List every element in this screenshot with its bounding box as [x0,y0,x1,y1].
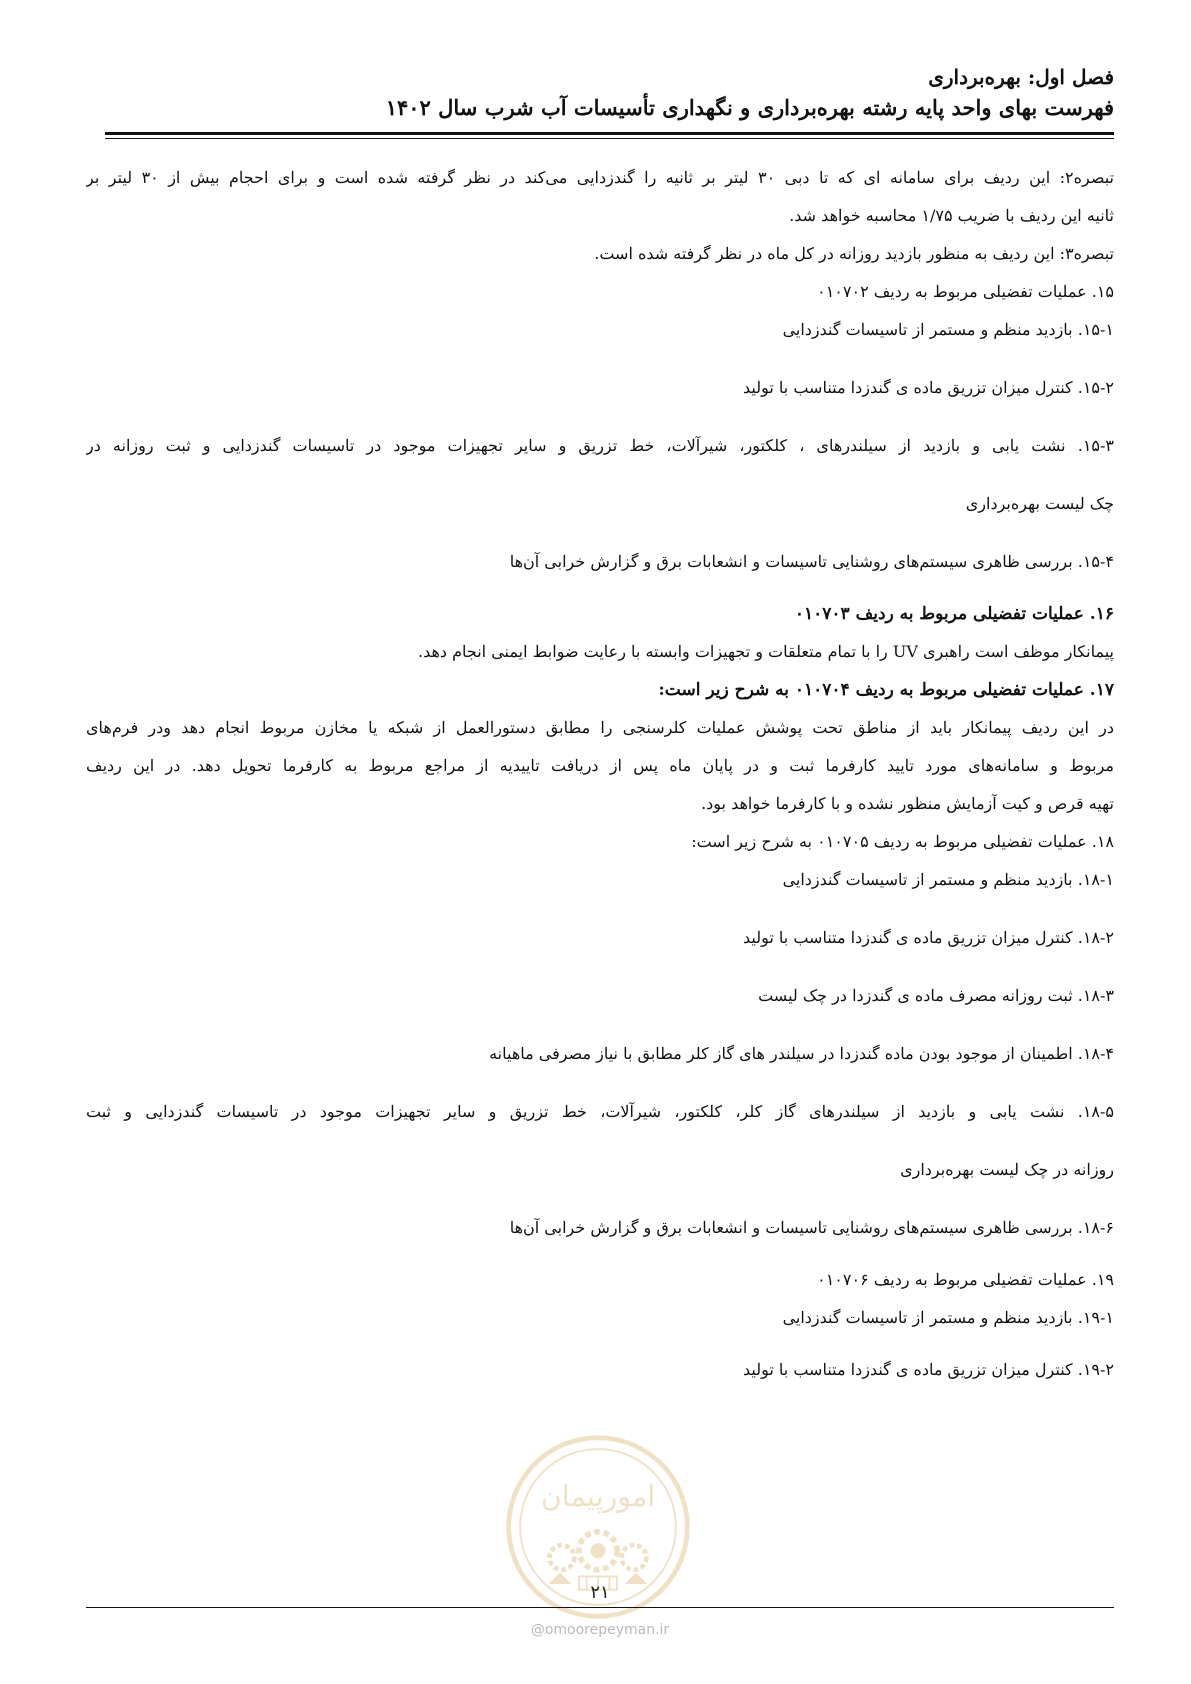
seal-text: امورپیمان [540,1480,656,1514]
item-15-2: ۱۵-۲. کنترل میزان تزریق ماده ی گندزدا متناسب با تولید [743,378,1114,397]
item-18-2: ۱۸-۲. کنترل میزان تزریق ماده ی گندزدا متناسب با تولید [743,928,1114,947]
note-2-line-1: تبصره۲: این ردیف برای سامانه ای که تا دبی ۳۰ لیتر بر ثانیه را گندزدایی می‌کند در نظر گرفته شده است و برای احجام بیش از ۳۰ لیتر بر [86,168,1114,187]
section-17-text-line-2: مربوط و سامانه‌های مورد تایید کارفرما ثبت و در پایان ماه پس از دریافت تاییدیه از مراجع مربوط به کارفرما تحویل دهد. در این ردیف [86,756,1114,775]
note-3: تبصره۳: این ردیف به منظور بازدید روزانه در کل ماه در نظر گرفته شده است. [594,244,1114,263]
page-header [105,62,1114,124]
item-19-1: ۱۹-۱. بازدید منظم و مستمر از تاسیسات گندزدایی [782,1308,1114,1327]
item-18-4: ۱۸-۴. اطمینان از موجود بودن ماده گندزدا در سیلندر های گاز کلر مطابق با نیاز مصرفی ماهیانه [489,1044,1114,1063]
chapter-title: فصل اول: بهره‌برداری [928,65,1114,89]
item-18-6: ۱۸-۶. بررسی ظاهری سیستم‌های روشنایی تاسیسات و انشعابات برق و گزارش خرابی آن‌ها [509,1218,1114,1237]
item-19-2: ۱۹-۲. کنترل میزان تزریق ماده ی گندزدا متناسب با تولید [743,1360,1114,1379]
page-number: ۲۱ [590,1582,610,1603]
section-16-heading: ۱۶. عملیات تفضیلی مربوط به ردیف ۰۱۰۷۰۳ [794,604,1114,624]
item-18-1: ۱۸-۱. بازدید منظم و مستمر از تاسیسات گندزدایی [782,870,1114,889]
section-19-heading: ۱۹. عملیات تفضیلی مربوط به ردیف ۰۱۰۷۰۶ [817,1270,1114,1289]
item-15-4: ۱۵-۴. بررسی ظاهری سیستم‌های روشنایی تاسیسات و انشعابات برق و گزارش خرابی آن‌ها [509,552,1114,571]
section-17-text-line-1: در این ردیف پیمانکار باید از مناطق تحت پوشش عملیات کلرسنجی را مطابق دستورالعمل از شبکه یا مخازن مربوط انجام دهد ودر فرم‌های [86,718,1114,737]
section-17-text-line-3: تهیه قرص و کیت آزمایش منظور نشده و با کارفرما خواهد بود. [701,794,1114,813]
document-title: فهرست بهای واحد پایه رشته بهره‌برداری و نگهداری تأسیسات آب شرب سال ۱۴۰۲ [385,95,1114,120]
watermark-url: @omoorepeyman.ir [530,1622,670,1638]
item-18-5-line-2: روزانه در چک لیست بهره‌برداری [900,1160,1114,1179]
header-rule-thick [105,132,1114,135]
section-17-heading: ۱۷. عملیات تفضیلی مربوط به ردیف ۰۱۰۷۰۴ به شرح زیر است: [658,680,1114,700]
footer-rule [86,1607,1114,1608]
item-18-5-line-1: ۱۸-۵. نشت یابی و بازدید از سیلندرهای گاز کلر، کلکتور، شیرآلات، خط تزریق و سایر تجهیزات موجود در تاسیسات گندزدایی و ثبت [86,1102,1114,1121]
item-18-3: ۱۸-۳. ثبت روزانه مصرف ماده ی گندزدا در چک لیست [758,986,1114,1005]
section-18-heading: ۱۸. عملیات تفضیلی مربوط به ردیف ۰۱۰۷۰۵ به شرح زیر است: [691,832,1114,851]
section-15-heading: ۱۵. عملیات تفضیلی مربوط به ردیف ۰۱۰۷۰۲ [817,282,1114,301]
item-15-3-line-2: چک لیست بهره‌برداری [965,494,1114,513]
item-15-3-line-1: ۱۵-۳. نشت یابی و بازدید از سیلندرهای ، کلکتور، شیرآلات، خط تزریق و سایر تجهیزات موجود در تاسیسات گندزدایی و ثبت روزانه در [86,436,1114,455]
document-body [86,163,1114,1385]
note-2-line-2: ثانیه این ردیف با ضریب ۱/۷۵ محاسبه خواهد شد. [789,206,1114,225]
item-15-1: ۱۵-۱. بازدید منظم و مستمر از تاسیسات گندزدایی [782,320,1114,339]
header-rule-thin [105,138,1114,139]
section-16-text: پیمانکار موظف است راهبری UV را با تمام متعلقات و تجهیزات وابسته با رعایت ضوابط ایمنی انجام دهد. [417,642,1114,661]
